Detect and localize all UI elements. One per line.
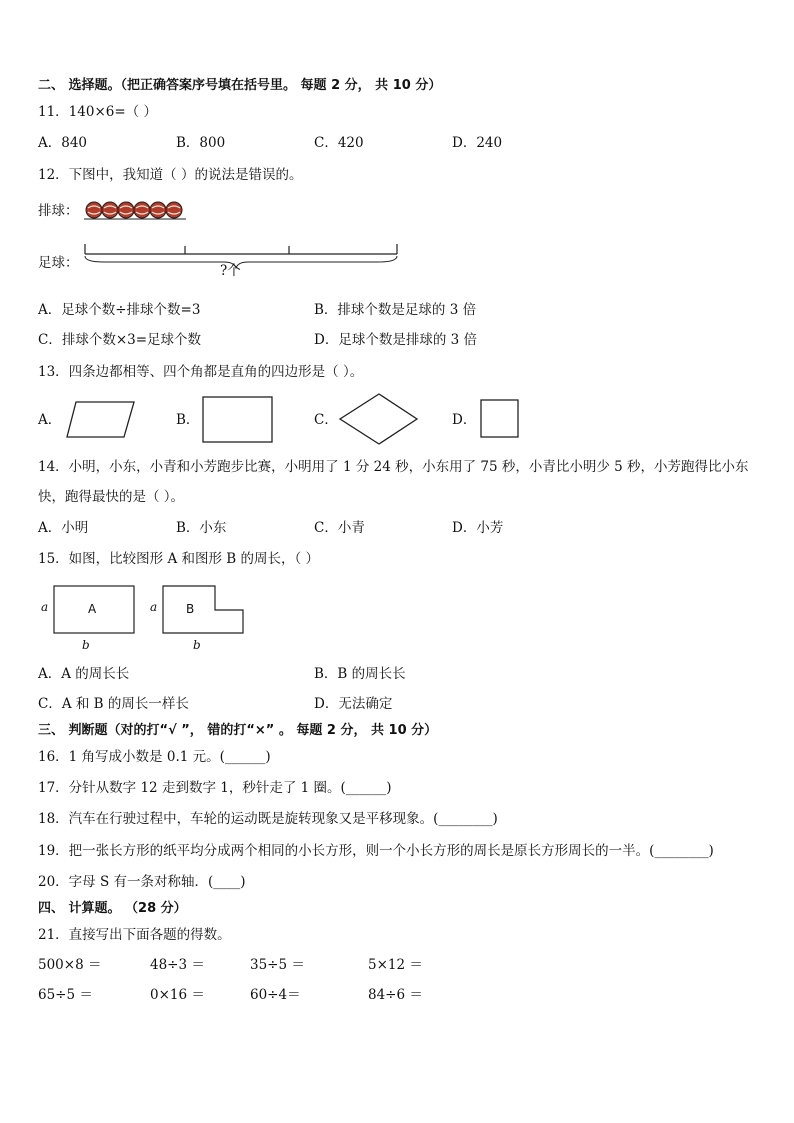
calc-item: 48÷3 ＝ — [150, 957, 205, 973]
calc-item: 60÷4＝ — [250, 987, 301, 1003]
question-12-stem: 12．下图中，我知道（ ）的说法是错误的。 — [38, 167, 303, 183]
calc-item: 84÷6 ＝ — [368, 987, 423, 1003]
question-13-stem: 13．四条边都相等、四个角都是直角的四边形是（ ）。 — [38, 364, 364, 380]
calc-item: 35÷5 ＝ — [250, 957, 305, 973]
q13-option-a: A． — [38, 412, 62, 428]
question-18: 18．汽车在行驶过程中，车轮的运动既是旋转现象又是平移现象。(________) — [38, 811, 498, 827]
q14-option-c: C．小青 — [314, 520, 365, 536]
question-21-stem: 21．直接写出下面各题的得数。 — [38, 927, 231, 943]
figure-b-notched-rectangle — [162, 585, 246, 635]
calc-item: 500×8 ＝ — [38, 957, 102, 973]
volleyball-icon — [102, 202, 118, 218]
q11-option-b: B．800 — [176, 135, 226, 151]
volleyball-icon — [86, 202, 102, 218]
calc-item: 65÷5 ＝ — [38, 987, 93, 1003]
volleyball-icon — [166, 202, 182, 218]
q15-option-a: A．A 的周长长 — [38, 666, 130, 682]
q15-option-d: D．无法确定 — [314, 696, 393, 712]
calc-item: 5×12 ＝ — [368, 957, 423, 973]
q12-option-a: A．足球个数÷排球个数=3 — [38, 302, 201, 318]
brace-question-label: ?个 — [220, 263, 241, 279]
q13-option-b: B． — [176, 412, 200, 428]
question-20: 20．字母 S 有一条对称轴．(____) — [38, 874, 246, 890]
question-16: 16．1 角写成小数是 0.1 元。(______) — [38, 749, 271, 765]
question-14-stem-line2: 快，跑得最快的是（ ）。 — [38, 489, 185, 505]
question-14-stem-line1: 14．小明，小东，小青和小芳跑步比赛，小明用了 1 分 24 秒，小东用了 75 秒，小青比小明少 5 秒，小芳跑得比小东 — [38, 459, 749, 475]
figure-a-label: A — [88, 602, 97, 616]
q11-option-c: C．420 — [314, 135, 364, 151]
rectangle-shape — [202, 396, 274, 444]
volleyball-icon — [134, 202, 150, 218]
football-segment-diagram — [84, 240, 400, 270]
question-11-stem: 11．140×6=（ ） — [38, 104, 157, 120]
question-15-stem: 15．如图，比较图形 A 和图形 B 的周长，（ ） — [38, 551, 320, 567]
section-choice-heading: 二、 选择题。（把正确答案序号填在括号里。 每题 2 分， 共 10 分） — [38, 78, 442, 93]
parallelogram-shape — [66, 401, 136, 439]
q13-option-c: C． — [314, 412, 338, 428]
q15-option-c: C．A 和 B 的周长一样长 — [38, 696, 189, 712]
volleyball-label: 排球： — [38, 203, 79, 219]
figure-b-side-b: b — [193, 638, 201, 652]
q12-option-c: C．排球个数×3=足球个数 — [38, 332, 202, 348]
q14-option-b: B．小东 — [176, 520, 227, 536]
q13-option-d: D． — [452, 412, 477, 428]
rhombus-shape — [339, 393, 419, 445]
section-judge-heading: 三、 判断题（对的打“√ ”， 错的打“×” 。 每题 2 分， 共 10 分） — [38, 723, 438, 738]
question-17: 17．分针从数字 12 走到数字 1，秒针走了 1 圈。(______) — [38, 780, 392, 796]
figure-a-side-b: b — [82, 638, 90, 652]
figure-b-label: B — [186, 602, 195, 616]
q14-option-d: D．小芳 — [452, 520, 504, 536]
calc-item: 0×16 ＝ — [150, 987, 205, 1003]
q12-option-b: B．排球个数是足球的 3 倍 — [314, 302, 477, 318]
square-shape — [480, 399, 520, 439]
volleyball-icon — [118, 202, 134, 218]
section-calc-heading: 四、 计算题。 （28 分） — [38, 901, 187, 916]
volleyball-row-figure — [84, 200, 188, 220]
q12-option-d: D．足球个数是排球的 3 倍 — [314, 332, 477, 348]
question-19: 19．把一张长方形的纸平均分成两个相同的小长方形，则一个小长方形的周长是原长方形周长的一半。(________) — [38, 843, 714, 859]
volleyball-icon — [150, 202, 166, 218]
figure-b-side-a: a — [150, 600, 158, 614]
q11-option-d: D．240 — [452, 135, 503, 151]
figure-a-side-a: a — [41, 600, 49, 614]
football-label: 足球： — [38, 255, 79, 271]
q11-option-a: A．840 — [38, 135, 88, 151]
q15-option-b: B．B 的周长长 — [314, 666, 406, 682]
q14-option-a: A．小明 — [38, 520, 89, 536]
